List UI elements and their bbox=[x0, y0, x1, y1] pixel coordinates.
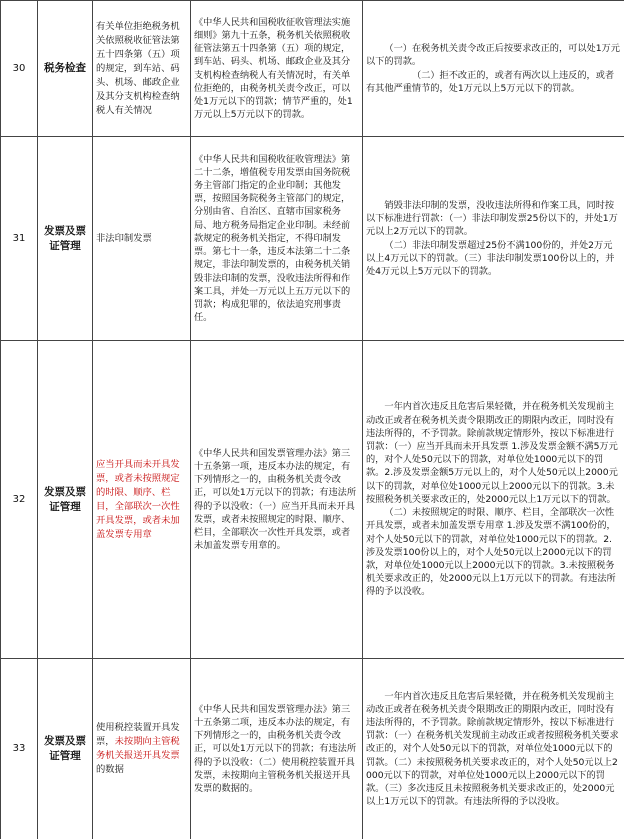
row-number: 30 bbox=[1, 1, 38, 137]
table-row bbox=[1, 137, 624, 341]
row-legal-basis: 《中华人民共和国发票管理办法》第三十五条第一项，违反本办法的规定，有下列情形之一的，由税务机关责令改正，可以处1万元以下的罚款；有违法所得的予以没收：（一）应当开具而未开具发票，或者未按照规定的时限、顺序、栏目，全部联次一次性开具发票，或者未加盖发票专用章的。 bbox=[191, 341, 363, 659]
standard-paragraph: （二）拒不改正的，或者有两次以上违反的，或者有其他严重情节的，处1万元以上5万元以下的罚款。 bbox=[366, 69, 615, 94]
table-row bbox=[1, 659, 624, 839]
row-penalty-standard bbox=[363, 341, 624, 659]
row-penalty-standard bbox=[363, 659, 624, 839]
row-number: 32 bbox=[1, 341, 38, 659]
standard-paragraph: （二）非法印制发票超过25份不满100份的，并处2万元以上4万元以下的罚款。（三）非法印制发票100份以上的，并处4万元以上5万元以下的罚款。 bbox=[366, 239, 615, 277]
row-description bbox=[93, 137, 191, 341]
standard-paragraph: 一年内首次违反且危害后果轻微，并在税务机关发现前主动改正或者在税务机关责令限期改正的期限内改正，同时没有违法所得的，不予罚款。除前款规定情形外，按以下标准进行罚款：（一）应当开具而未开具发票 1.涉及发票金额不满5万元的，对个人处50元以下的罚款，对单位处1000元以下的罚款。2.涉及发票金额5万元以上的，对个人处50元以上2000元以下的罚款，对单位处1000元以上2000元以下的罚款。3.未按照税务机关要求改正的，处2000元以上1万元以下的罚款。 bbox=[366, 401, 618, 505]
row-category: 发票及票证管理 bbox=[38, 659, 93, 839]
row-category: 税务检查 bbox=[38, 1, 93, 137]
row-number: 33 bbox=[1, 659, 38, 839]
description-text: 使用税控装置开具发票， bbox=[96, 722, 180, 747]
row-legal-basis: 《中华人民共和国税收征收管理法实施细则》第九十五条，税务机关依照税收征管法第五十四条第（五）项的规定，到车站、码头、机场、邮政企业及其分支机构检查纳税人有关情况时，有关单位拒绝的，由税务机关责令改正，可以处1万元以下的罚款；情节严重的，处1万元以上5万元以下的罚款。 bbox=[191, 1, 363, 137]
standard-paragraph: 一年内首次违反且危害后果轻微，并在税务机关发现前主动改正或者在税务机关责令限期改正的期限内改正，同时没有违法所得的，不予罚款。除前款规定情形外，按以下标准进行罚款：（一）在税务机关发现前主动改正或者按照税务机关要求改正的，对个人处50元以下的罚款，对单位处1000元以下的罚款。（二）未按照税务机关要求改正的，对个人处50元以上2000元以下的罚款，对单位处1000元以上2000元以下的罚款。（三）多次违反且未按照税务机关要求改正的，处2000元以上1万元以下的罚款。有违法所得的予以没收。 bbox=[366, 690, 619, 808]
table-row bbox=[1, 1, 624, 137]
description-highlight: 应当开具而未开具发票，或者未按照规定的时限、顺序、栏目，全部联次一次性开具发票，或者未加盖发票专用章 bbox=[96, 458, 180, 540]
row-description bbox=[93, 1, 191, 137]
description-text-tail: 的数据 bbox=[96, 764, 124, 775]
row-category: 发票及票证管理 bbox=[38, 341, 93, 659]
description-text: 有关单位拒绝税务机关依照税收征管法第五十四条第（五）项的规定，到车站、码头、机场、邮政企业及其分支机构检查纳税人有关情况 bbox=[96, 20, 180, 116]
table-row bbox=[1, 341, 624, 659]
standard-paragraph: 销毁非法印制的发票，没收违法所得和作案工具，同时按以下标准进行罚款：（一）非法印制发票25份以下的，并处1万元以上2万元以下的罚款。 bbox=[366, 199, 618, 238]
row-penalty-standard bbox=[363, 137, 624, 341]
row-number: 31 bbox=[1, 137, 38, 341]
row-description bbox=[93, 341, 191, 659]
row-penalty-standard bbox=[363, 1, 624, 137]
row-description bbox=[93, 659, 191, 839]
row-category: 发票及票证管理 bbox=[38, 137, 93, 341]
description-highlight: 未按期向主管税务机关报送开具发票 bbox=[96, 736, 180, 761]
standard-paragraph: （二）未按照规定的时限、顺序、栏目，全部联次一次性开具发票，或者未加盖发票专用章 1.涉及发票不满100份的，对个人处50元以下的罚款，对单位处1000元以下的罚款。2.涉及发票100份以上的，对个人处50元以上2000元以下的罚款，对单位处1000元以上2000元以下的罚款。3.未按照税务机关要求改正的，处2000元以上1万元以下的罚款。有违法所得的予以没收。 bbox=[366, 507, 616, 598]
description-text: 非法印制发票 bbox=[96, 232, 152, 244]
row-legal-basis: 《中华人民共和国发票管理办法》第三十五条第二项，违反本办法的规定，有下列情形之一的，由税务机关责令改正，可以处1万元以下的罚款；有违法所得的予以没收：（二）使用税控装置开具发票，未按期向主管税务机关报送开具发票的数据的。 bbox=[191, 659, 363, 839]
row-legal-basis: 《中华人民共和国税收征收管理法》第二十二条，增值税专用发票由国务院税务主管部门指定的企业印制；其他发票，按照国务院税务主管部门的规定，分别由省、自治区、直辖市国家税务局、地方税务局指定企业印制。未经前款规定的税务机关指定，不得印制发票。第七十一条，违反本法第二十二条规定，非法印制发票的，由税务机关销毁非法印制的发票，没收违法所得和作案工具，并处一万元以上五万元以下的罚款；构成犯罪的，依法追究刑事责任。 bbox=[191, 137, 363, 341]
standard-paragraph: （一）在税务机关责令改正后按要求改正的，可以处1万元以下的罚款。 bbox=[366, 43, 620, 68]
